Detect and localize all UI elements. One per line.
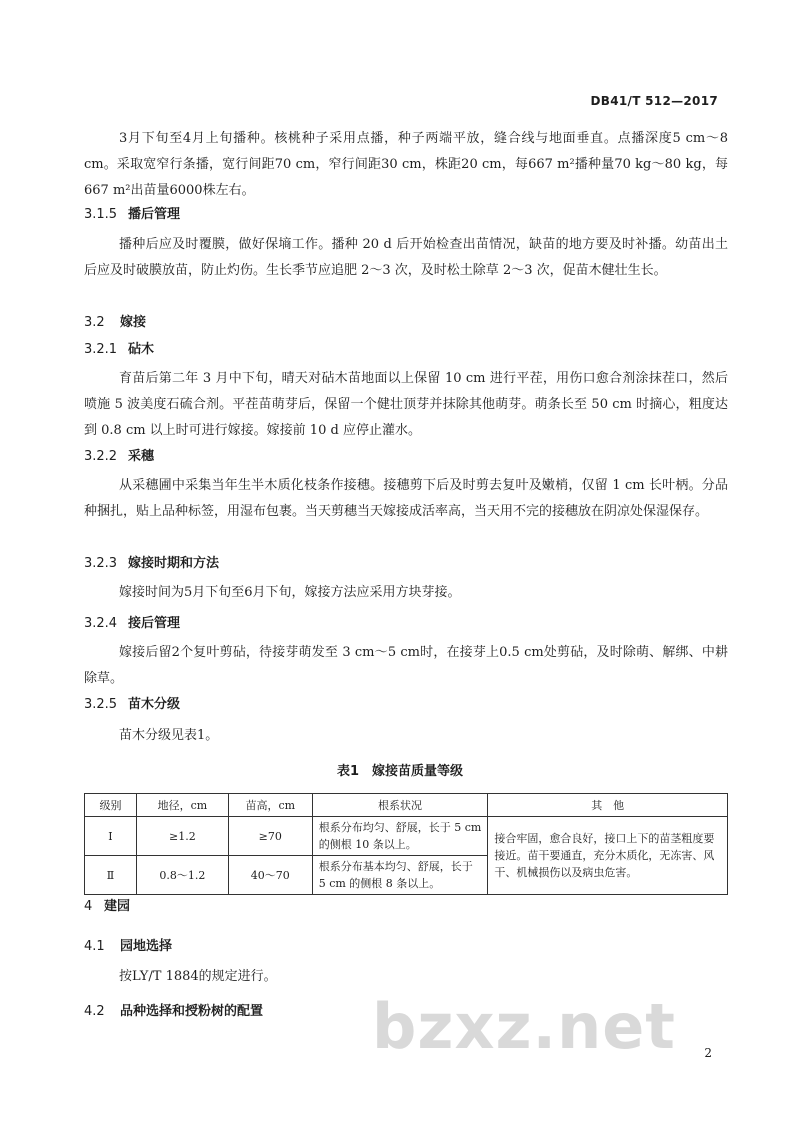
heading-number: 3.2: [84, 315, 105, 330]
heading-3-2-3: [84, 554, 219, 574]
heading-3-2: [84, 313, 146, 333]
heading-number: 4: [84, 899, 93, 914]
heading-number: 3.2.2: [84, 449, 118, 464]
heading-number: 3.2.1: [84, 342, 118, 357]
header-diameter: 地径，cm: [136, 794, 228, 817]
cell-grade: Ⅰ: [85, 817, 137, 856]
paragraph-site: 按LY/T 1884的规定进行。: [119, 969, 277, 984]
table-header-row: [85, 794, 728, 817]
heading-number: 3.2.4: [84, 616, 118, 631]
grading-table: [84, 793, 728, 895]
heading-title: 园地选择: [120, 939, 173, 954]
paragraph-rootstock: 育苗后第二年 3 月中下旬，晴天对砧木苗地面以上保留 10 cm 进行平茬，用伤口愈合剂涂抹茬口，然后喷施 5 波美度石硫合剂。平茬苗萌芽后，保留一个健壮顶芽并抹除其他萌芽。萌条长至 50 cm 时摘心，粗度达到 0.8 cm 以上时可进行嫁接。嫁接前 10 d 应停止灌水。: [84, 371, 728, 438]
cell-roots: 根系分布基本均匀、舒展，长于 5 cm 的侧根 8 条以上。: [312, 856, 488, 895]
heading-title: 嫁接时期和方法: [128, 556, 220, 571]
heading-number: 3.1.5: [84, 207, 118, 222]
heading-title: 品种选择和授粉树的配置: [120, 1004, 264, 1019]
header-height: 苗高，cm: [228, 794, 312, 817]
heading-number: 4.2: [84, 1004, 105, 1019]
heading-title: 苗木分级: [128, 697, 181, 712]
cell-height: ≥70: [228, 817, 312, 856]
header-roots: 根系状况: [312, 794, 488, 817]
cell-diameter: 0.8～1.2: [136, 856, 228, 895]
heading-title: 接后管理: [128, 616, 181, 631]
cell-other: 接合牢固，愈合良好，接口上下的苗茎粗度要接近。苗干要通直，充分木质化，无冻害、风干、机械损伤以及病虫危害。: [488, 817, 728, 895]
paragraph-graft-time: 嫁接时间为5月下旬至6月下旬，嫁接方法应采用方块芽接。: [119, 585, 461, 600]
watermark: bzxz.net: [372, 990, 676, 1063]
header-other: 其 他: [488, 794, 728, 817]
cell-diameter: ≥1.2: [136, 817, 228, 856]
heading-title: 采穗: [128, 449, 155, 464]
heading-3-2-2: [84, 447, 154, 467]
heading-number: 3.2.3: [84, 556, 118, 571]
heading-3-2-4: [84, 614, 180, 634]
heading-4: [84, 897, 130, 917]
heading-title: 嫁接: [120, 315, 147, 330]
heading-number: 4.1: [84, 939, 105, 954]
page-number: 2: [704, 1046, 712, 1060]
cell-roots: 根系分布均匀、舒展，长于 5 cm 的侧根 10 条以上。: [312, 817, 488, 856]
paragraph-scion: 从采穗圃中采集当年生半木质化枝条作接穗。接穗剪下后及时剪去复叶及嫩梢，仅留 1 cm 长叶柄。分品种捆扎，贴上品种标签，用湿布包裹。当天剪穗当天嫁接成活率高，当天用不完的接穗放在阴凉处保湿保存。: [84, 478, 728, 519]
paragraph-post-sowing: 播种后应及时覆膜，做好保墒工作。播种 20 d 后开始检查出苗情况，缺苗的地方要及时补播。幼苗出土后应及时破膜放苗，防止灼伤。生长季节应追肥 2～3 次，及时松土除草 2～3 次，促苗木健壮生长。: [84, 237, 728, 278]
heading-number: 3.2.5: [84, 697, 118, 712]
cell-height: 40～70: [228, 856, 312, 895]
heading-4-2: [84, 1002, 263, 1022]
heading-title: 播后管理: [128, 207, 181, 222]
table-title: 表1 嫁接苗质量等级: [336, 764, 464, 779]
heading-3-2-5: [84, 695, 180, 715]
heading-4-1: [84, 937, 172, 957]
paragraph-sowing: 3月下旬至4月上旬播种。核桃种子采用点播，种子两端平放，缝合线与地面垂直。点播深度5 cm～8 cm。采取宽窄行条播，宽行间距70 cm，窄行间距30 cm，株距20 cm，每667 m²播种量70 kg～80 kg，每667 m²出苗量6000株左右。: [84, 131, 728, 198]
heading-3-2-1: [84, 340, 154, 360]
heading-3-1-5: [84, 205, 180, 225]
heading-title: 建园: [104, 899, 131, 914]
cell-grade: Ⅱ: [85, 856, 137, 895]
document-code: DB41/T 512—2017: [590, 94, 718, 108]
table-row: [85, 817, 728, 856]
paragraph-grading: 苗木分级见表1。: [119, 728, 219, 743]
paragraph-after-graft: 嫁接后留2个复叶剪砧，待接芽萌发至 3 cm～5 cm时，在接芽上0.5 cm处剪砧，及时除萌、解绑、中耕除草。: [84, 645, 728, 686]
heading-title: 砧木: [128, 342, 155, 357]
header-grade: 级别: [85, 794, 137, 817]
